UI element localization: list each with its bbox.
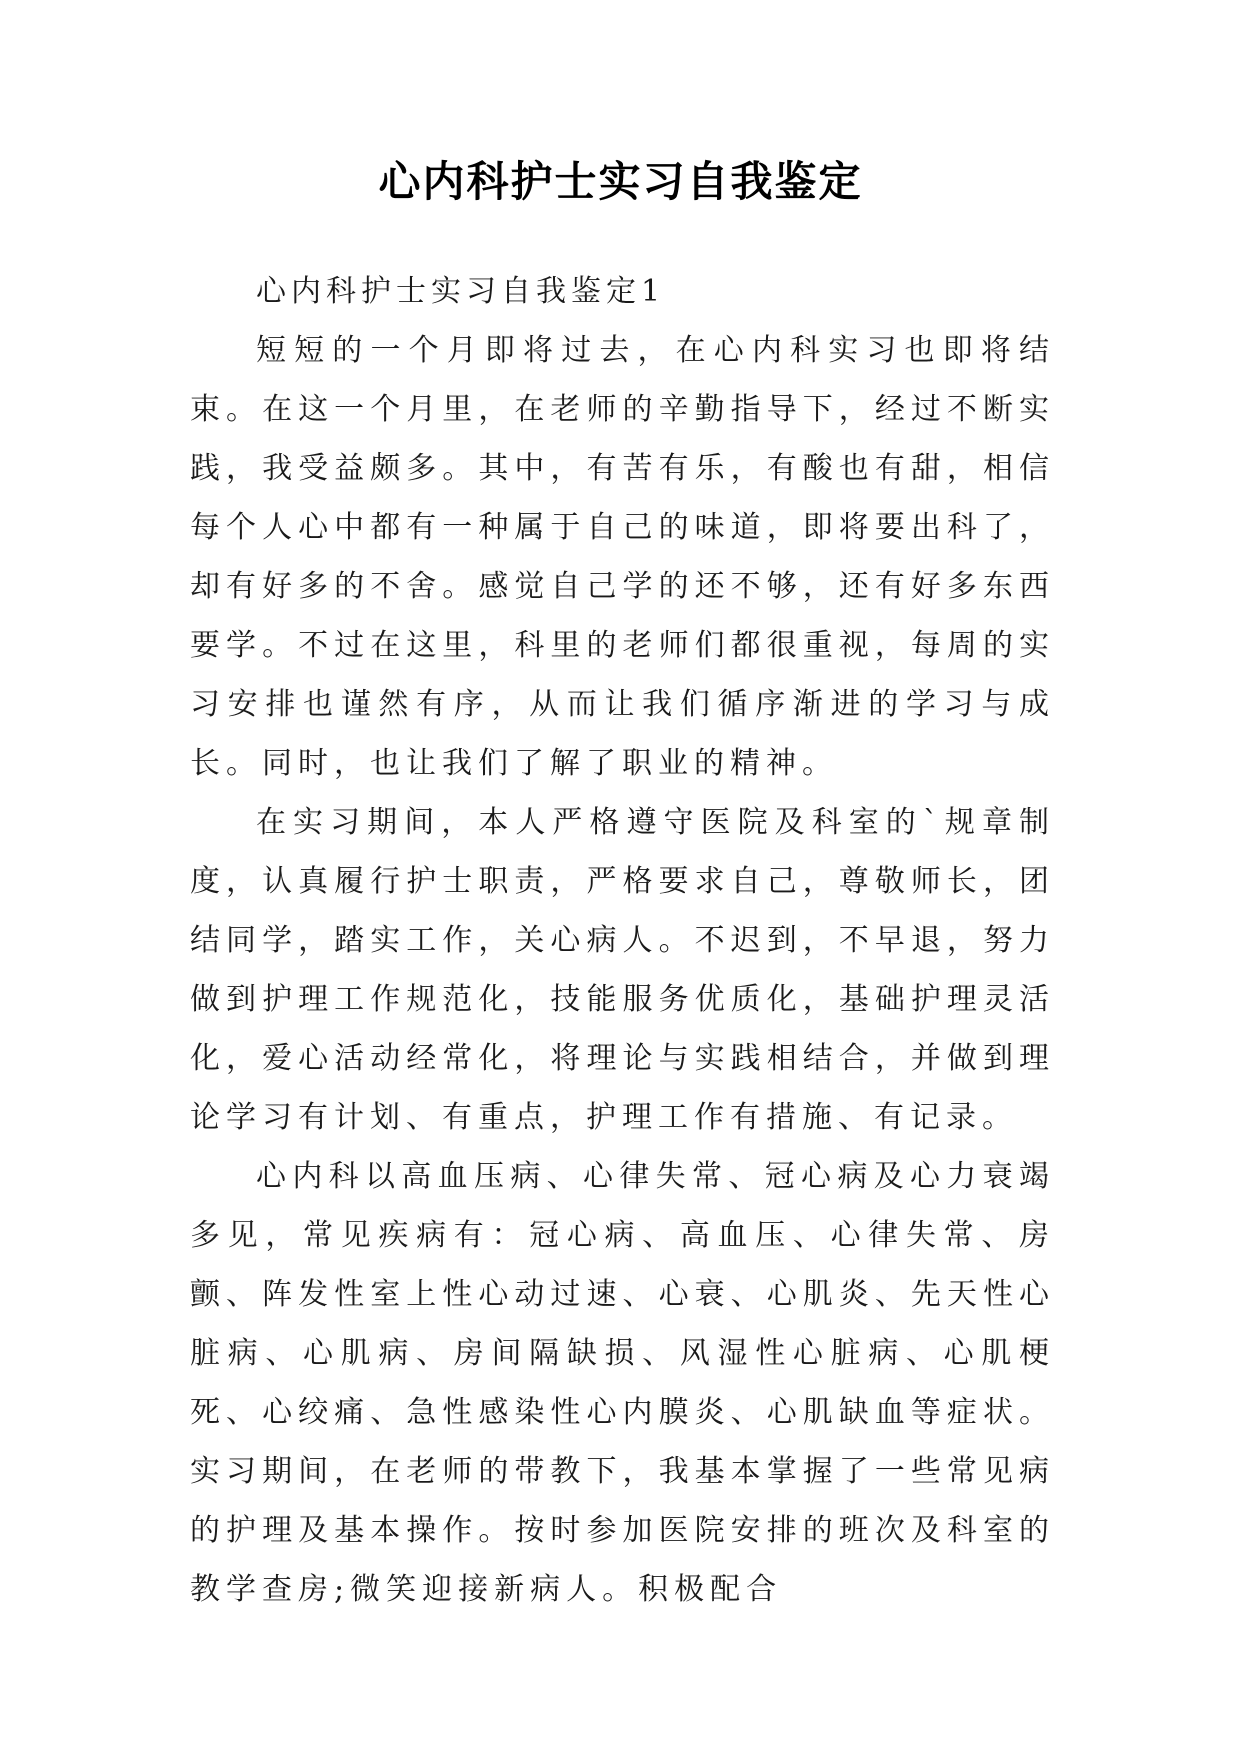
paragraph-3: 心内科以高血压病、心律失常、冠心病及心力衰竭多见，常见疾病有：冠心病、高血压、心律失常、房颤、阵发性室上性心动过速、心衰、心肌炎、先天性心脏病、心肌病、房间隔缺损、风湿性心脏病、心肌梗死、心绞痛、急性感染性心内膜炎、心肌缺血等症状。实习期间，在老师的带教下，我基本掌握了一些常见病的护理及基本操作。按时参加医院安排的班次及科室的教学查房;微笑迎接新病人。积极配合 [190,1159,1055,1607]
document-title: 心内科护士实习自我鉴定 [378,157,863,206]
paragraph-2: 在实习期间，本人严格遵守医院及科室的`规章制度，认真履行护士职责，严格要求自己，尊敬师长，团结同学，踏实工作，关心病人。不迟到，不早退，努力做到护理工作规范化，技能服务优质化，基础护理灵活化，爱心活动经常化，将理论与实践相结合，并做到理论学习有计划、有重点，护理工作有措施、有记录。 [190,805,1055,1135]
section-heading: 心内科护士实习自我鉴定1 [256,274,666,309]
document-body [190,262,1055,1619]
paragraph-1: 短短的一个月即将过去，在心内科实习也即将结束。在这一个月里，在老师的辛勤指导下，经过不断实践，我受益颇多。其中，有苦有乐，有酸也有甜，相信每个人心中都有一种属于自己的味道，即将要出科了，却有好多的不舍。感觉自己学的还不够，还有好多东西要学。不过在这里，科里的老师们都很重视，每周的实习安排也谨然有序，从而让我们循序渐进的学习与成长。同时，也让我们了解了职业的精神。 [190,333,1055,781]
